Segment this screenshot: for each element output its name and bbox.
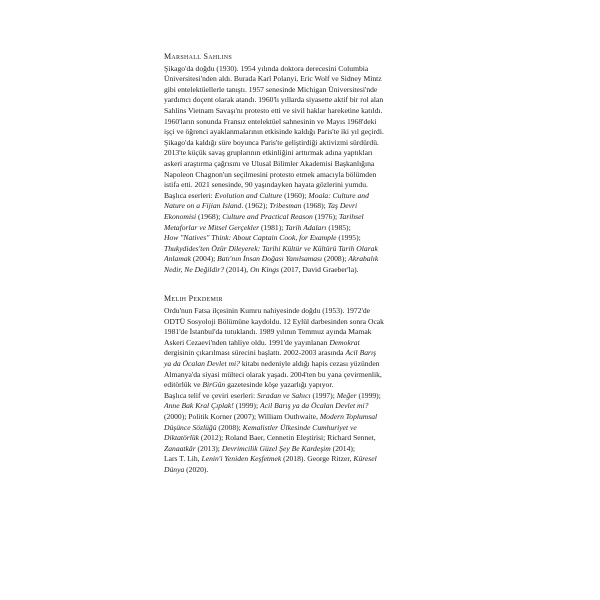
bio-text: 1960'ların sonunda Fransız entelektüel sahnesinin ve Mayıs 1968'deki (164, 116, 377, 126)
bio-text: (1995); (336, 233, 361, 243)
bio-text: Şikago'da doğdu (1930). 1954 yılında doktora derecesini Columbia (164, 63, 369, 73)
italic-title-text: Zanaatkâr (164, 443, 196, 453)
bio-text: (1997); (310, 390, 337, 400)
bio-line (164, 170, 454, 181)
italic-title-text: Tribesman (269, 201, 302, 211)
bio-text: (2012); Roland Baer, Cennetin Eleştirisi; Richard Sennet, (199, 433, 376, 443)
bio-text: Şikago'da kaldığı süre boyunca Paris'te geliştirdiği aktivizmi sürdürdü. (164, 137, 379, 147)
italic-title-text: ya da Öcalan Devlet mi? (164, 359, 240, 369)
bio-text: yardımcı doçent olarak atandı. 1960'lı yıllarda siyasette aktif bir rol alan (164, 95, 384, 105)
bio-text: (1981); (259, 222, 286, 232)
italic-title-text: Evolution and Culture (214, 190, 283, 200)
bio-text: Başlıca eserleri: (164, 190, 215, 200)
italic-title-text: Dünya (164, 464, 185, 474)
bio-text: (2018). George Ritzer, (281, 454, 354, 464)
bio-line (164, 265, 454, 276)
bio-text: (1968); (196, 211, 223, 221)
bio-section (164, 294, 454, 475)
bio-line (164, 95, 454, 106)
italic-title-text: Ekonomisi (164, 211, 197, 221)
bio-text: ODTÜ Sosyoloji Bölümüne kaydoldu. 12 Eylül darbesinden sonra Ocak (164, 316, 384, 326)
bio-line (164, 306, 454, 317)
bio-line (164, 444, 454, 455)
bio-text: Napoleon Chagnon'un seçilmesini protesto etmek amacıyla bölümden (164, 169, 377, 179)
italic-title-text: Thukydides'ten Özür Dileyerek: Tarihi Kültür ve Kültürü Tarih Olarak (164, 243, 378, 253)
bio-line (164, 370, 454, 381)
bio-text: (1968); (301, 201, 328, 211)
italic-title-text: Lenin'i Yeniden Keşfetmek (201, 454, 282, 464)
bio-text: Başlıca telif ve çeviri eserleri: (164, 390, 257, 400)
bio-line (164, 380, 454, 391)
bio-text: (1999); (233, 401, 260, 411)
bio-line (164, 148, 454, 159)
bio-text: (2000); Politik Korner (2007); William Outhwaite, (164, 412, 320, 421)
bio-text: (1976); (312, 211, 339, 221)
bio-line (164, 254, 454, 265)
bio-text: Ordu'nun Fatsa ilçesinin Kumru nahiyesinde doğdu (1953). 1972'de (164, 306, 371, 316)
bio-line (164, 412, 454, 423)
bio-text: istifa etti. 2021 senesinde, 90 yaşındayken hayata gözlerini yumdu. (164, 180, 368, 190)
bio-line (164, 348, 454, 359)
bio-text: (2004); (191, 254, 218, 264)
author-name: Melih Pekdemir (164, 294, 223, 304)
bio-column (164, 52, 454, 476)
bio-line (164, 244, 454, 255)
bio-line (164, 180, 454, 191)
italic-title-text: Küresel (353, 454, 377, 464)
italic-title-text: Acil Barış ya da Öcalan Devlet mi? (259, 401, 369, 411)
bio-text: 1981'de İstanbul'da tutuklandı. 1989 yılının Temmuz ayında Mamak (164, 327, 372, 337)
bio-text: gibi entelektüellerle tanıştı. 1957 senesinde Michigan Üniversitesi'nde (164, 84, 378, 94)
bio-line (164, 433, 454, 444)
bio-text: (1960); (282, 190, 309, 200)
italic-title-text: On Kings (250, 264, 279, 274)
bio-line (164, 338, 454, 349)
italic-title-text: Moala: Culture and (308, 190, 369, 200)
bio-text: (2014), (224, 264, 251, 274)
bio-line (164, 74, 454, 85)
italic-title-text: Modern Toplumsal (319, 412, 378, 421)
bio-text: (2013); (195, 443, 222, 453)
italic-title-text: Devrimcilik Güzel Şey Be Kardeşim (221, 443, 331, 453)
bio-text: Sahlins Vietnam Savaşı'nı protesto etti ve sivil haklar hareketine katıldı. (164, 105, 383, 115)
italic-title-text: Tarih Adaları (285, 222, 327, 232)
bio-text: gazetesinde köşe yazarlığı yapıyor. (225, 380, 334, 390)
italic-title-text: How "Natives" Think: About Captain Cook, for Example (164, 233, 337, 243)
bio-line (164, 159, 454, 170)
bio-text: (2017, David Graeber'la). (278, 264, 359, 274)
bio-line (164, 106, 454, 117)
italic-title-text: Culture and Practical Reason (222, 211, 313, 221)
italic-title-text: Nedir, Ne Değildir? (164, 264, 225, 274)
italic-title-text: Batı'nın İnsan Doğası Yanılsaması (217, 254, 323, 264)
bio-text: (1999); (356, 390, 381, 400)
bio-text: Lars T. Lih, (164, 454, 202, 464)
bio-line (164, 191, 454, 202)
author-name: Marshall Sahlins (164, 52, 233, 61)
bio-line (164, 201, 454, 212)
bio-text: (2008); (322, 254, 349, 264)
italic-title-text: Anne Bak Kral Çıplak! (164, 401, 234, 411)
italic-title-text: Akrabalık (348, 254, 379, 264)
italic-title-text: Demokrat (329, 337, 360, 347)
bio-text: dergisinin çıkarılması sürecini başlattı. 2002-2003 arasında (164, 348, 346, 358)
bio-text: askeri araştırma çağrısını ve Ulusal Bilimler Akademisi Başkanlığına (164, 158, 375, 168)
bio-line (164, 391, 454, 402)
bio-line (164, 117, 454, 128)
bio-text: işçi ve öğrenci ayaklanmalarının etkisinde kaldığı Paris'te iki yıl geçirdi. (164, 127, 384, 137)
bio-text: (2008); (216, 422, 243, 432)
bio-line (164, 223, 454, 234)
bio-line (164, 317, 454, 328)
bio-text: (2020). (184, 464, 209, 474)
bio-text: editörlük ve (164, 380, 203, 390)
bio-text: Almanya'da siyasi mülteci olarak yaşadı. 2004'ten bu yana çevirmenlik, (164, 369, 382, 379)
bio-line (164, 64, 454, 75)
bio-text: Üniversitesi'nden aldı. Burada Karl Polanyi, Eric Wolf ve Sidney Mintz (164, 74, 382, 84)
bio-line (164, 85, 454, 96)
italic-title-text: Düşünce Sözlüğü (164, 422, 217, 432)
italic-title-text: Kemalistler Ülkesinde Cumhuriyet ve (242, 422, 357, 432)
bio-line (164, 233, 454, 244)
italic-title-text: Acil Barış (345, 348, 377, 358)
bio-text: kitabı nedeniyle aldığı hapis cezası yüzünden (239, 359, 380, 369)
bio-text: (1985); (326, 222, 351, 232)
bio-text: (2014); (330, 443, 356, 453)
bio-text: Askeri Cezaevi'nden tahliye oldu. 1991'de yayınlanan (164, 337, 330, 347)
bio-line (164, 138, 454, 149)
italic-title-text: Meğer (336, 390, 357, 400)
italic-title-text: Taş Devri (327, 201, 358, 211)
bio-line (164, 127, 454, 138)
italic-title-text: Nature on a Fijian Island (164, 201, 242, 211)
bio-line (164, 401, 454, 412)
italic-title-text: Diktatörlük (164, 433, 200, 443)
italic-title-text: Tarihsel (339, 211, 364, 221)
italic-title-text: BirGün (202, 380, 226, 390)
bio-line (164, 327, 454, 338)
bio-line (164, 423, 454, 434)
italic-title-text: Anlamak (164, 254, 191, 264)
bio-text: 2013'te küçük savaş gruplarının etkinliğini arttırmak adına yaptıkları (164, 148, 373, 158)
bio-line (164, 465, 454, 476)
bio-line (164, 212, 454, 223)
italic-title-text: Sıradan ve Sahıcı (256, 390, 311, 400)
bio-line (164, 359, 454, 370)
italic-title-text: Metaforlar ve Mitsel Gerçekler (164, 222, 260, 232)
bio-text: . (1962); (241, 201, 270, 211)
bio-section (164, 52, 454, 275)
bio-line (164, 454, 454, 465)
